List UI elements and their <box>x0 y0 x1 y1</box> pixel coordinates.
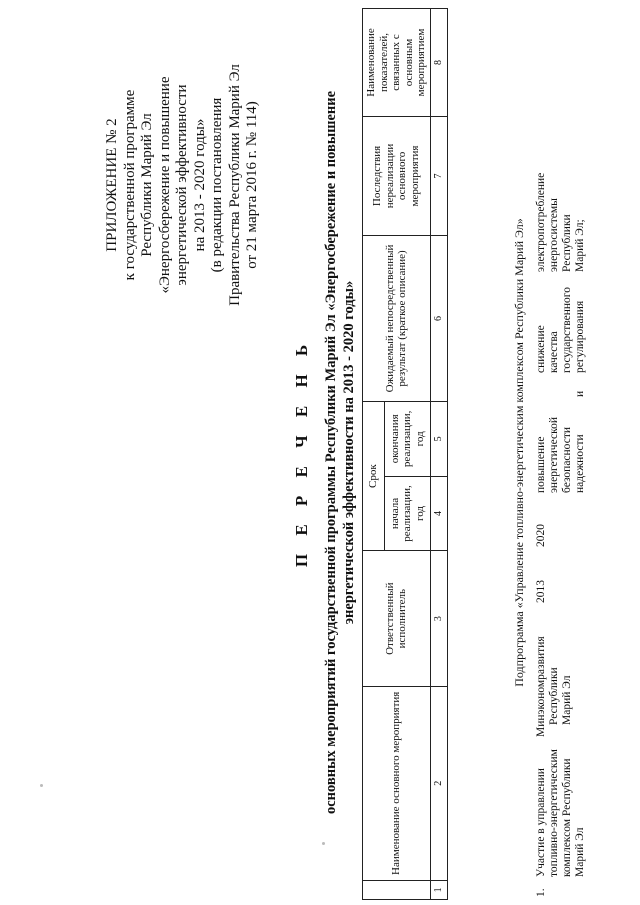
appendix-line: к государственной программе <box>121 89 138 281</box>
cell-line: энергетической <box>548 417 560 493</box>
document-subtitle <box>322 60 358 845</box>
row-indicators <box>535 173 587 272</box>
column-number-row <box>430 9 448 900</box>
column-number: 5 <box>430 401 448 476</box>
column-number: 6 <box>430 235 448 401</box>
cell-line: Республики <box>561 214 573 272</box>
appendix-line: Республики Марий Эл <box>139 113 155 257</box>
cell-line: электропотребление <box>535 172 547 272</box>
column-number: 8 <box>430 9 448 117</box>
appendix-block <box>104 20 262 350</box>
scan-speck <box>40 784 43 787</box>
cell-line: надежности <box>574 434 586 493</box>
cell-line: безопасности <box>561 426 573 493</box>
header-start: начала реализации, год <box>385 476 430 551</box>
cell-line: качества <box>548 331 560 373</box>
cell-line: государственного <box>561 287 573 373</box>
cell-line: Участие в управлении <box>535 768 547 877</box>
row-end-year: 2020 <box>535 524 547 547</box>
header-executor: Ответственный исполнитель <box>363 551 431 687</box>
subtitle-line: энергетической эффективности на 2013 - 2020 годы» <box>341 280 357 625</box>
cell-line: регулирования <box>574 300 586 373</box>
cell-line: Марий Эл; <box>574 219 586 272</box>
header-result: Ожидаемый непосредственный результат (краткое описание) <box>363 235 431 401</box>
cell-line: топливно-энергетическим <box>548 749 560 877</box>
header-end: окончания реализации, год <box>385 401 430 476</box>
cell-line: Минэкономразвития <box>535 636 547 737</box>
cell-line: энергосистемы <box>548 198 560 272</box>
header-indicators: Наименование показателей, связанных с основным мероприятием <box>363 9 431 117</box>
subprogram-title: Подпрограмма «Управление топливно-энергетическим комплексом Республики Марий Эл» <box>512 218 526 687</box>
cell-line: Марий Эл <box>574 827 586 877</box>
row-result <box>535 417 587 493</box>
column-number: 7 <box>430 116 448 235</box>
header-term: Срок <box>363 401 385 550</box>
document-title: П Е Р Е Ч Е Н Ь <box>292 337 311 568</box>
column-number: 1 <box>430 880 448 899</box>
appendix-line: ПРИЛОЖЕНИЕ № 2 <box>104 118 120 252</box>
row-conjunction: и <box>574 390 586 397</box>
header-number <box>363 880 431 899</box>
appendix-line: (в редакции постановления <box>209 97 225 273</box>
row-measure-name <box>535 749 587 877</box>
row-start-year: 2013 <box>535 580 547 603</box>
appendix-line: «Энергосбережение и повышение <box>156 76 173 294</box>
measures-table <box>362 8 448 900</box>
subtitle-line: основных мероприятий государственной программы Республики Марий Эл «Энергосбережение и повышение <box>323 90 339 815</box>
cell-line: снижение <box>535 325 547 373</box>
cell-line: Республики <box>548 667 560 725</box>
row-consequences <box>535 287 587 373</box>
cell-line: комплексом Республики <box>561 758 573 877</box>
header-consequences: Последствия нереализации основного мероприятия <box>363 116 431 235</box>
column-number: 4 <box>430 476 448 551</box>
column-number: 3 <box>430 551 448 687</box>
appendix-line: энергетической эффективности <box>174 84 190 286</box>
appendix-line: на 2013 - 2020 годы» <box>191 118 208 252</box>
cell-line: повышение <box>535 436 547 493</box>
column-number: 2 <box>430 686 448 880</box>
header-name: Наименование основного мероприятия <box>363 686 431 880</box>
cell-line: Марий Эл <box>561 675 573 725</box>
row-number: 1. <box>535 888 547 897</box>
appendix-line: от 21 марта 2016 г. № 114) <box>244 101 260 269</box>
row-executor <box>535 636 574 737</box>
appendix-line: Правительства Республики Марий Эл <box>226 64 243 306</box>
